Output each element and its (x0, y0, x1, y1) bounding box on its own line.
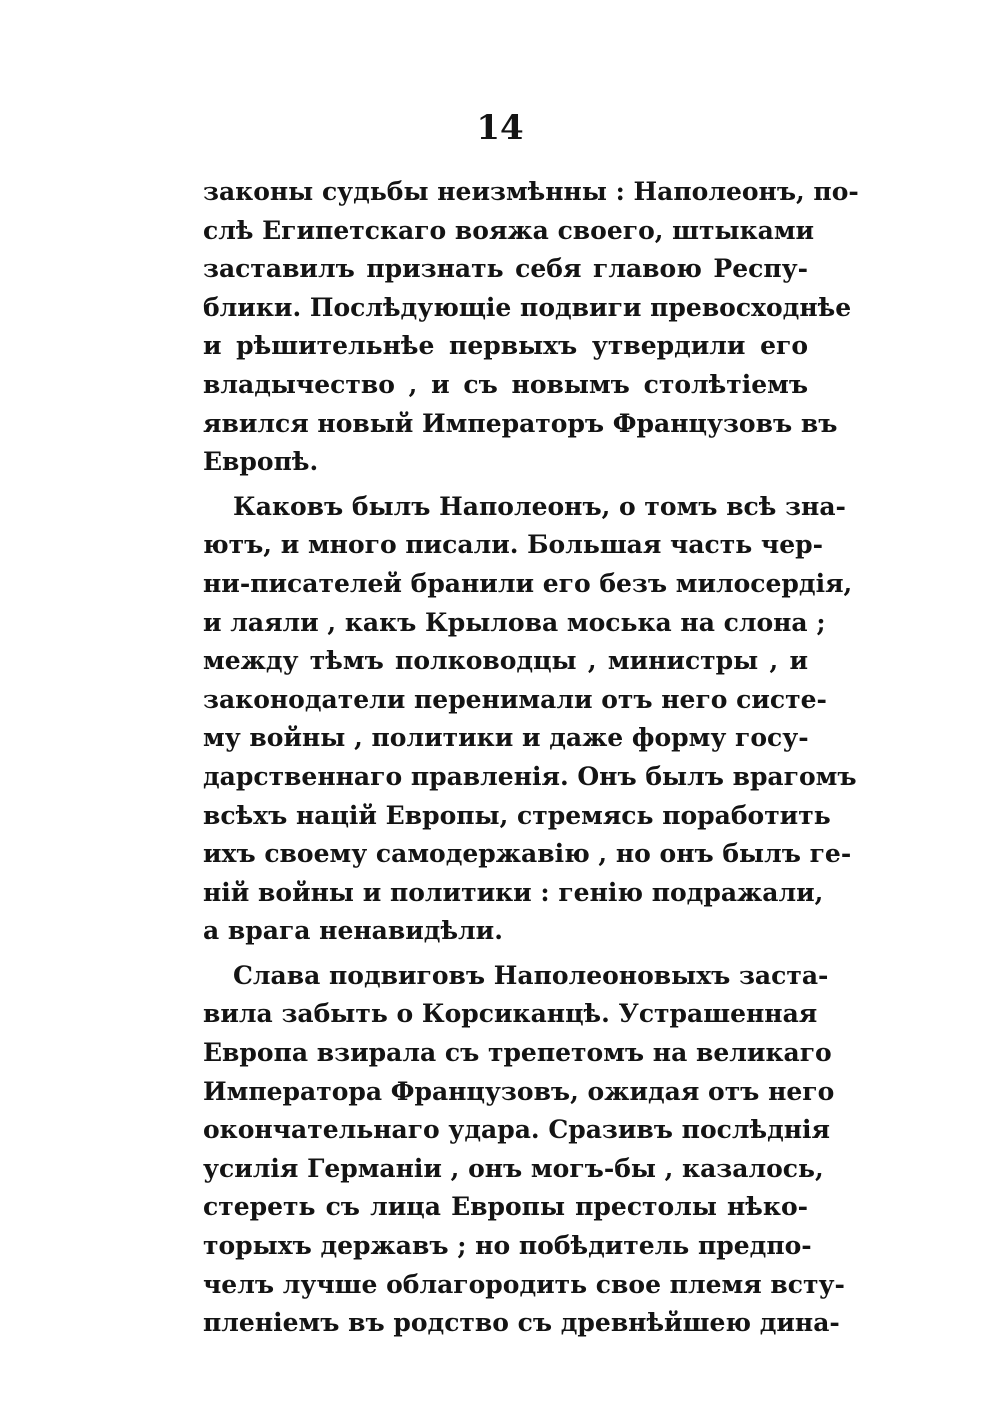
text-line: и рѣшительнѣе первыхъ утвердили его (203, 331, 808, 361)
text-line: законодатели перенимали отъ него систе- (203, 684, 827, 714)
text-line: всѣхъ націй Европы, стремясь поработить (203, 800, 831, 830)
text-line: ній войны и политики : генію подражали, (203, 877, 824, 907)
text-line: челъ лучше облагородить свое племя всту- (203, 1269, 845, 1299)
text-line: пленіемъ въ родство съ древнѣйшею дина- (203, 1308, 840, 1338)
text-line: окончательнаго удара. Сразивъ послѣднія (203, 1115, 830, 1145)
text-line: явился новый Императоръ Французовъ въ (203, 408, 838, 438)
text-line: между тѣмъ полководцы , министры , и (203, 646, 808, 676)
text-line: а врага ненавидѣли. (203, 916, 503, 946)
paragraph (203, 173, 859, 482)
text-line: Европѣ. (203, 447, 319, 477)
page-number: 14 (476, 108, 524, 148)
text-line: Каковъ былъ Наполеонъ, о томъ всѣ зна- (233, 491, 846, 521)
text-line: му войны , политики и даже форму госу- (203, 723, 809, 753)
text-line: заставилъ признать себя главою Респу- (203, 254, 808, 284)
text-line: блики. Послѣдующіе подвиги превосходнѣе (203, 292, 852, 322)
text-line: и лаяли , какъ Крылова моська на слона ; (203, 607, 826, 637)
body-text (203, 173, 859, 1343)
text-line: дарственнаго правленія. Онъ былъ врагомъ (203, 761, 857, 791)
text-line: слѣ Египетскаго вояжа своего, штыками (203, 215, 815, 245)
paragraph (203, 957, 845, 1343)
text-line: усилія Германіи , онъ могъ-бы , казалось, (203, 1153, 824, 1183)
paragraph (203, 488, 857, 951)
text-line: стереть съ лица Европы престолы нѣко- (203, 1192, 808, 1222)
text-line: ни-писателей бранили его безъ милосердія, (203, 568, 853, 598)
text-line: торыхъ державъ ; но побѣдитель предпо- (203, 1231, 812, 1261)
text-line: владычество , и съ новымъ столѣтіемъ (203, 369, 808, 399)
text-line: Слава подвиговъ Наполеоновыхъ заста- (233, 960, 829, 990)
text-line: ихъ своему самодержавію , но онъ былъ ге- (203, 839, 852, 869)
text-line: законы судьбы неизмѣнны : Наполеонъ, по- (203, 177, 859, 206)
text-line: ютъ, и много писали. Большая часть чер- (203, 530, 823, 560)
text-line: Императора Французовъ, ожидая отъ него (203, 1076, 835, 1106)
text-line: Европа взирала съ трепетомъ на великаго (203, 1038, 832, 1068)
text-line: вила забыть о Корсиканцѣ. Устрашенная (203, 999, 818, 1029)
